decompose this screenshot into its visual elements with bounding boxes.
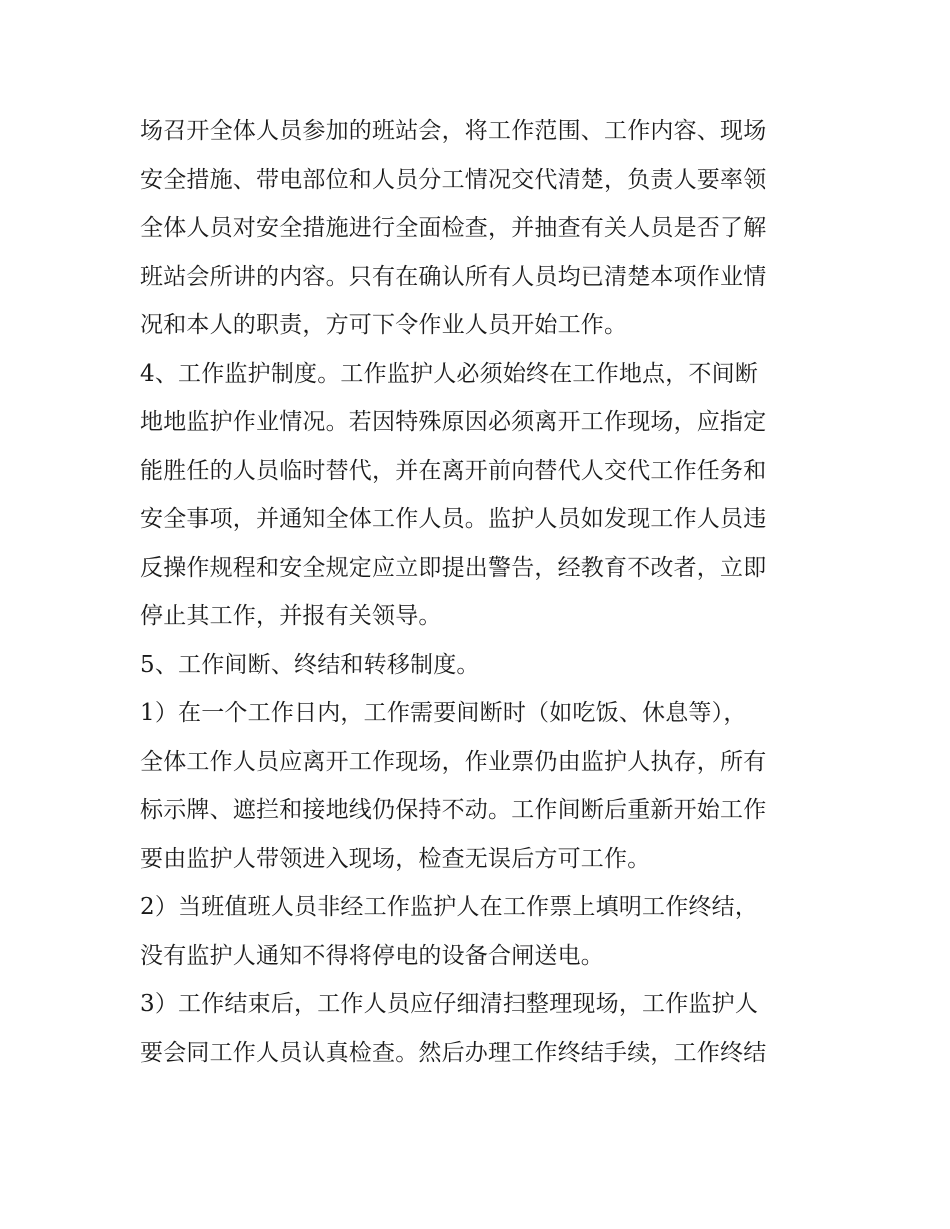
text-line: 要由监护人带领进入现场，检查无误后方可工作。: [140, 845, 651, 872]
text-line: 地地监护作业情况。若因特殊原因必须离开工作现场，应指定: [140, 409, 767, 435]
document-body: [140, 107, 820, 1077]
section-5-heading: 5、工作间断、终结和转移制度。: [140, 651, 480, 678]
text-line: 安全措施、带电部位和人员分工情况交代清楚，负责人要率领: [140, 166, 767, 193]
text-line: 标示牌、遮拦和接地线仍保持不动。工作间断后重新开始工作: [140, 797, 767, 823]
text-line: 况和本人的职责，方可下令作业人员开始工作。: [140, 312, 628, 338]
text-line: 要会同工作人员认真检查。然后办理工作终结手续，工作终结: [140, 1039, 767, 1066]
text-line: 能胜任的人员临时替代，并在离开前向替代人交代工作任务和: [140, 457, 767, 484]
text-line: 全体工作人员应离开工作现场，作业票仍由监护人执存，所有: [140, 748, 767, 775]
text-line: 全体人员对安全措施进行全面检查，并抽查有关人员是否了解: [140, 215, 767, 241]
text-line: 没有监护人通知不得将停电的设备合闸送电。: [140, 942, 604, 969]
text-line: 停止其工作，并报有关领导。: [140, 603, 442, 629]
text-line: 班站会所讲的内容。只有在确认所有人员均已清楚本项作业情: [140, 263, 767, 290]
text-line: 安全事项，并通知全体工作人员。监护人员如发现工作人员违: [140, 506, 767, 532]
item-2-line: 2）当班值班人员非经工作监护人在工作票上填明工作终结，: [140, 894, 759, 920]
text-line: 场召开全体人员参加的班站会，将工作范围、工作内容、现场: [140, 118, 767, 144]
text-line: 反操作规程和安全规定应立即提出警告，经教育不改者，立即: [140, 554, 767, 581]
item-3-line: 3）工作结束后，工作人员应仔细清扫整理现场，工作监护人: [140, 991, 759, 1017]
item-1-line: 1）在一个工作日内，工作需要间断时（如吃饭、休息等），: [140, 700, 747, 726]
section-4-heading-line: 4、工作监护制度。工作监护人必须始终在工作地点，不间断: [140, 360, 759, 387]
